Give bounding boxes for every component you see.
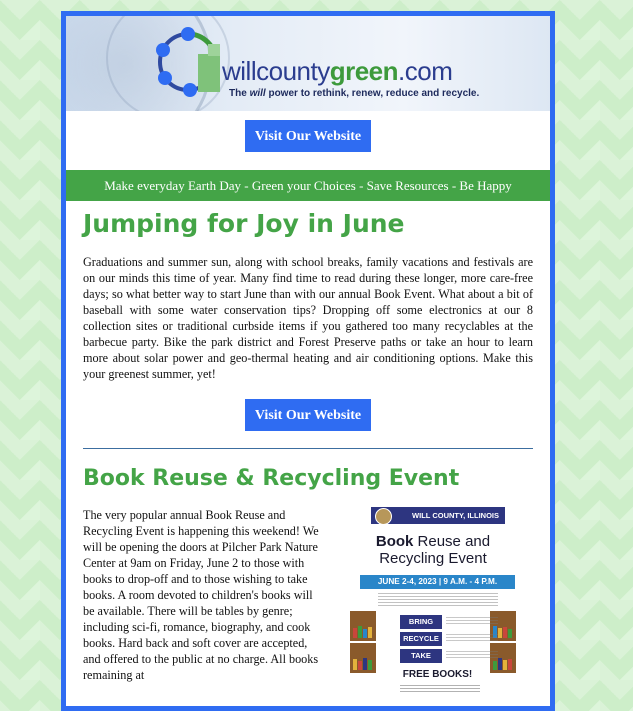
visit-website-button-mid[interactable]: Visit Our Website: [245, 399, 371, 431]
logo-will: will: [222, 56, 257, 86]
bookshelf-left-lower-icon: [350, 643, 376, 673]
flyer-title-rest: Reuse and: [413, 533, 491, 550]
flyer-dates: JUNE 2-4, 2023 | 9 A.M. - 4 P.M.: [360, 575, 515, 589]
banner-tagline: [229, 88, 479, 99]
article-body-book-event: The very popular annual Book Reuse and Recycling Event is happening this weekend! We will be opening the doors at Pilcher Park Nature Center at 9am on Friday, June 2 to those with books to drop-off and to those wishing to take books. A room devoted to children's books will be available. There will be tables by genre; including sci-fi, romance, biography, and cook books. Hard back and soft cover are accepted, and offered to the public at no charge. All books remaining at: [83, 508, 319, 682]
book-event-flyer[interactable]: [350, 507, 516, 697]
county-badge-icon: [375, 508, 392, 525]
article-title-book-event: Book Reuse & Recycling Event: [83, 466, 460, 491]
newsletter-frame: [61, 11, 555, 711]
flyer-title: [350, 533, 516, 567]
logo-county: county: [256, 56, 330, 86]
article-body-june: Graduations and summer sun, along with school breaks, family vacations and festivals are on our minds this time of year. Many find time to read during these longer, more care-free days; so what better way to start June than with our annual Book Event. What about a bit of baseball with some water conservation tips? Dropping off some electronics at our 8 collection sites or traditional curbside items if you gathered too many recyclables at the barbecue party. Bike the park district and Forest Preserve paths or take an hour to learn more about solar power and geo-thermal heating and air conditioning options. Make this your greenest summer, yet!: [83, 255, 533, 381]
flyer-tag-bring: BRING: [400, 615, 442, 629]
bookshelf-left-icon: [350, 611, 376, 641]
flyer-county-banner: WILL COUNTY, ILLINOIS: [371, 507, 505, 524]
article-title-june: Jumping for Joy in June: [83, 209, 405, 238]
slogan-bar: Make everyday Earth Day - Green your Choices - Save Resources - Be Happy: [66, 170, 550, 201]
visit-website-button-top[interactable]: Visit Our Website: [245, 120, 371, 152]
flyer-footer-text: [400, 685, 480, 693]
logo-com: .com: [398, 56, 453, 86]
flyer-fine-print: [378, 593, 498, 607]
recycle-logo-icon: [150, 22, 230, 100]
tagline-prefix: The: [229, 88, 250, 99]
flyer-note-recycle: [446, 634, 498, 643]
section-divider: [83, 448, 533, 449]
tagline-will: will: [249, 88, 266, 99]
flyer-free-books: FREE BOOKS!: [402, 669, 473, 680]
flyer-tag-take: TAKE: [400, 649, 442, 663]
flyer-note-take: [446, 651, 498, 660]
site-logo-text: [222, 56, 452, 87]
header-banner: [66, 16, 550, 111]
logo-green: green: [329, 56, 399, 86]
flyer-note-bring: [446, 617, 498, 626]
flyer-title-bold: Book: [375, 533, 414, 550]
flyer-tag-recycle: RECYCLE: [400, 632, 442, 646]
flyer-title-line2: Recycling Event: [379, 550, 487, 567]
tagline-rest: power to rethink, renew, reduce and recycle.: [265, 88, 480, 99]
